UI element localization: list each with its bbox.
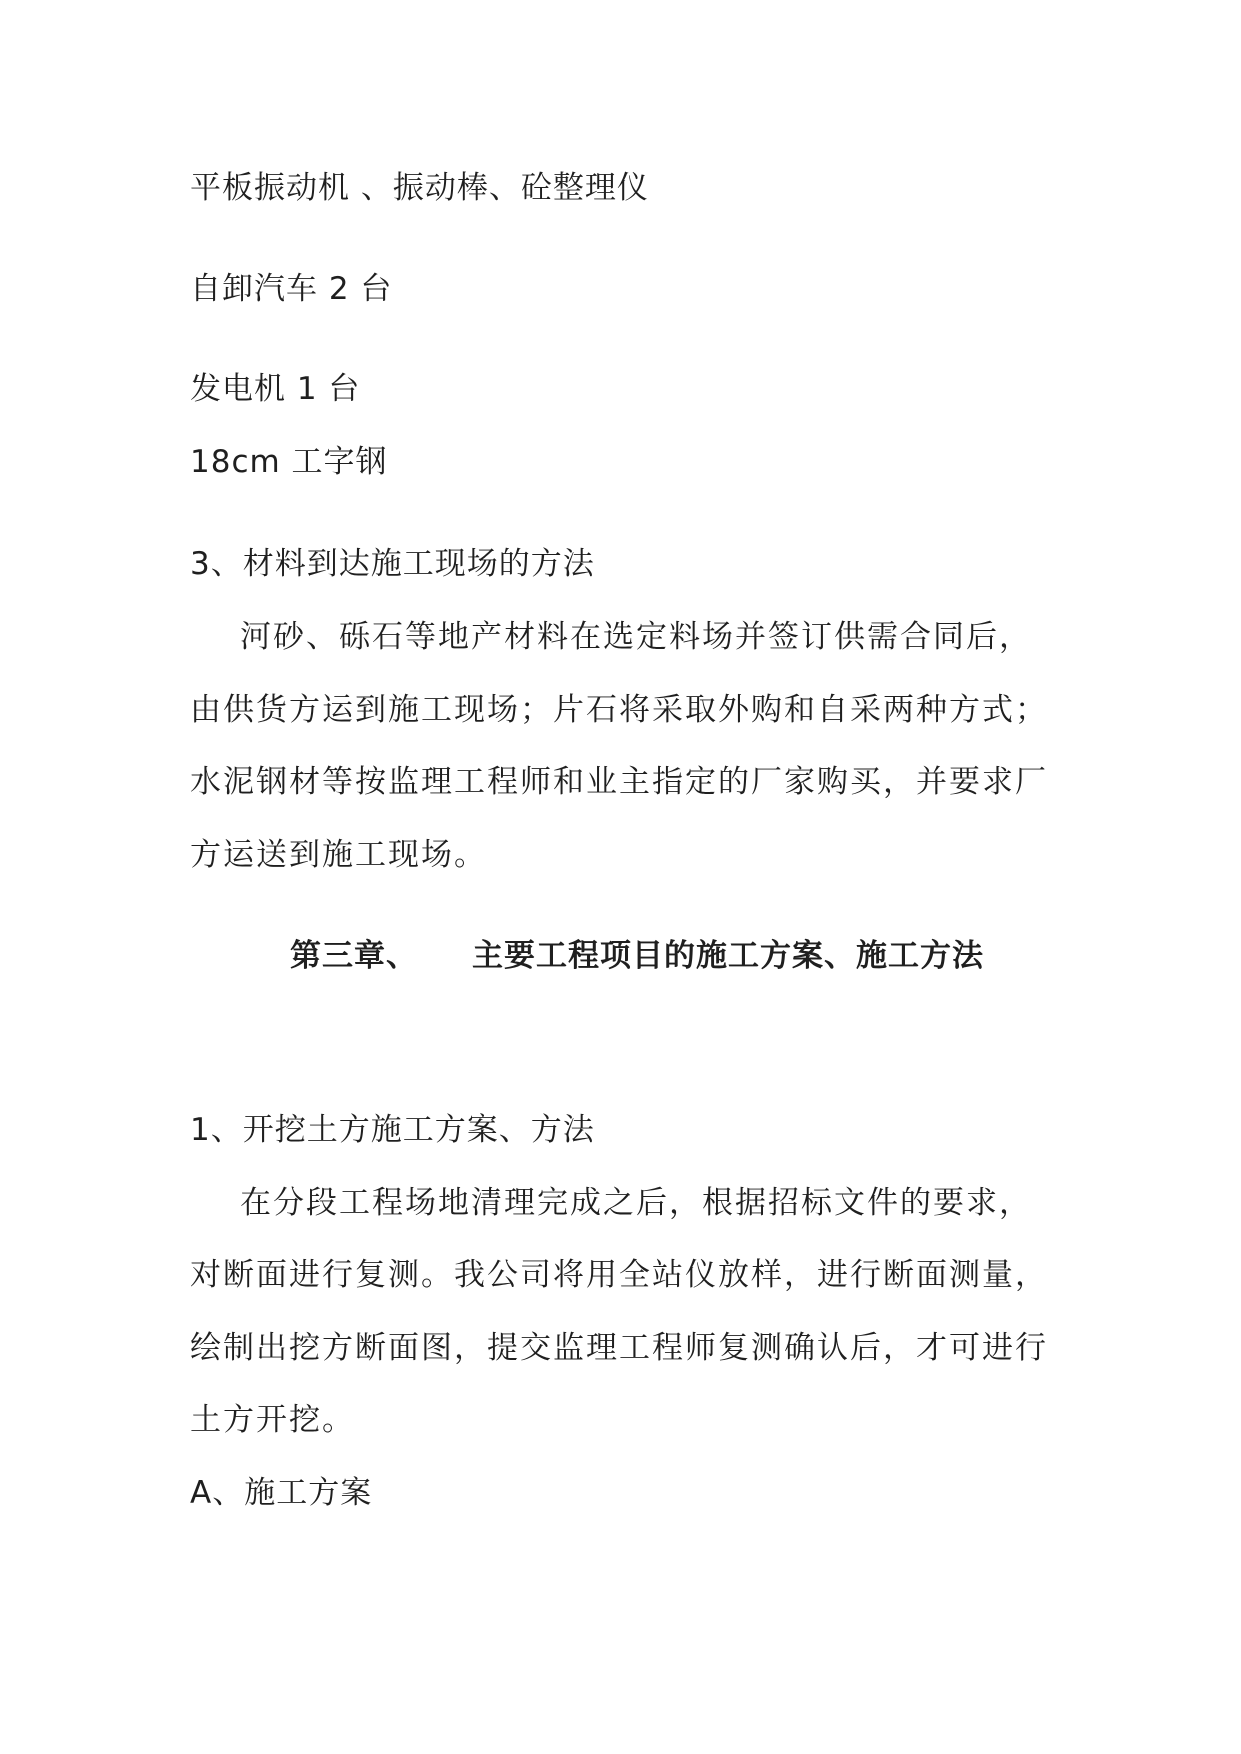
equipment-line-vibrators: 平板振动机 、振动棒、砼整理仪 bbox=[190, 170, 649, 206]
paragraph-excavation-line-4: 土方开挖。 bbox=[190, 1402, 355, 1438]
equipment-line-steel-beam: 18cm 工字钢 bbox=[190, 444, 388, 480]
paragraph-excavation-line-2: 对断面进行复测。我公司将用全站仪放样，进行断面测量， bbox=[190, 1257, 1048, 1293]
paragraph-materials-line-3: 水泥钢材等按监理工程师和业主指定的厂家购买，并要求厂 bbox=[190, 764, 1048, 800]
chapter-heading bbox=[290, 936, 984, 976]
section-1-title: 1、开挖土方施工方案、方法 bbox=[190, 1112, 595, 1148]
equipment-line-generator: 发电机 1 台 bbox=[190, 371, 361, 407]
paragraph-excavation-line-3: 绘制出挖方断面图，提交监理工程师复测确认后，才可进行 bbox=[190, 1330, 1048, 1366]
subsection-a-title: A、施工方案 bbox=[190, 1475, 373, 1511]
paragraph-materials-line-2: 由供货方运到施工现场；片石将采取外购和自采两种方式； bbox=[190, 692, 1048, 728]
paragraph-materials-line-4: 方运送到施工现场。 bbox=[190, 837, 487, 873]
chapter-title: 主要工程项目的施工方案、施工方法 bbox=[472, 938, 984, 974]
equipment-line-dump-trucks: 自卸汽车 2 台 bbox=[190, 271, 393, 307]
paragraph-materials-line-1: 河砂、砾石等地产材料在选定料场并签订供需合同后， bbox=[240, 619, 1032, 655]
section-3-title: 3、材料到达施工现场的方法 bbox=[190, 546, 595, 582]
chapter-number: 第三章、 bbox=[290, 938, 418, 974]
paragraph-excavation-line-1: 在分段工程场地清理完成之后，根据招标文件的要求， bbox=[240, 1185, 1032, 1221]
